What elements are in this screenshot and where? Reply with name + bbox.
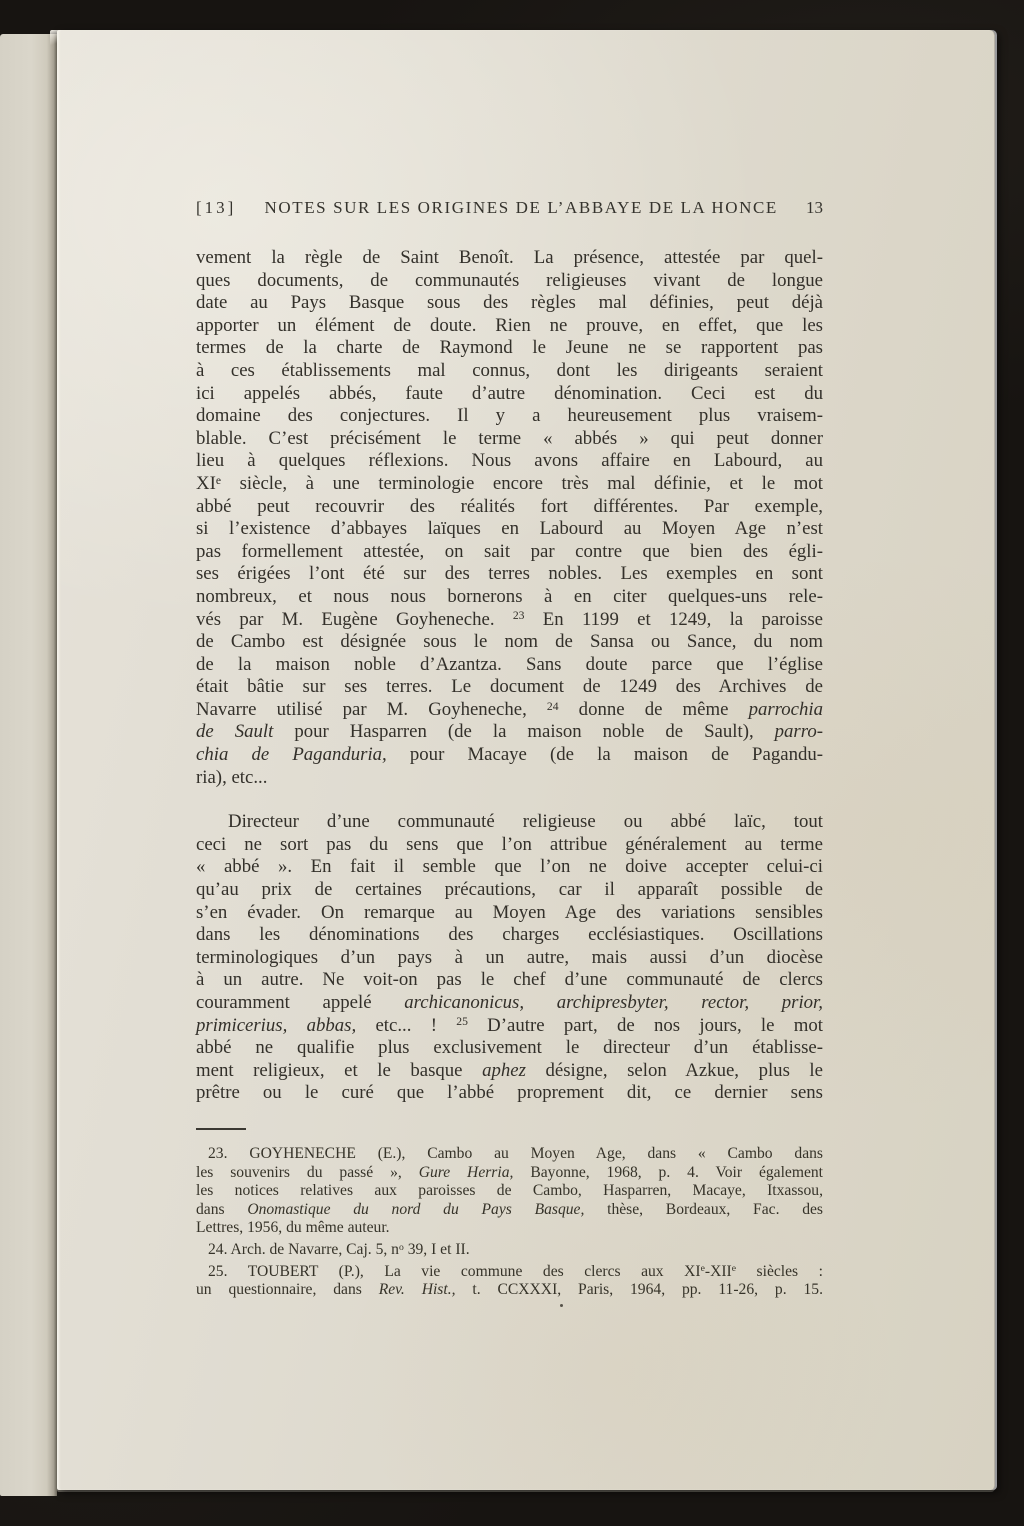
text-line: XIe siècle, à une terminologie encore très mal définie, et le mot: [196, 472, 823, 494]
text-line: Directeur d’une communauté religieuse ou abbé laïc, tout: [228, 811, 823, 833]
text-line: blable. C’est précisément le terme « abbés » qui peut donner: [196, 427, 823, 449]
footnote: [196, 1263, 823, 1300]
text-line: ici appelés abbés, faute d’autre dénomination. Ceci est du: [196, 382, 823, 404]
text-line: dans les dénominations des charges ecclésiastiques. Oscillations: [196, 924, 823, 946]
text-line: les souvenirs du passé », Gure Herria, Bayonne, 1968, p. 4. Voir également: [196, 1163, 824, 1181]
text-line: « abbé ». En fait il semble que l’on ne doive accepter celui-ci: [196, 856, 823, 878]
text-line: lieu à quelques réflexions. Nous avons affaire en Labourd, au: [196, 450, 823, 472]
text-line: vés par M. Eugène Goyheneche. $^{23}$ En 1199 et 1249, la paroisse: [196, 608, 823, 630]
text-line: nombreux, et nous nous bornerons à en citer quelques-uns rele-: [196, 585, 823, 607]
text-line: ques documents, de communautés religieuses vivant de longue: [196, 269, 823, 291]
text-line: date au Pays Basque sous des règles mal définies, peut déjà: [196, 292, 823, 314]
text-line: chia de Paganduria, pour Macaye (de la maison de Pagandu-: [196, 744, 823, 766]
text-line: Lettres, 1956, du même auteur.: [196, 1219, 390, 1237]
page-content: [196, 196, 823, 1300]
text-line: 24. Arch. de Navarre, Caj. 5, $n^o$ 39, I et II.: [208, 1240, 470, 1258]
text-line: un questionnaire, dans Rev. Hist., t. CCXXXI, Paris, 1964, pp. 11-26, p. 15.: [196, 1281, 823, 1299]
running-title: NOTES SUR LES ORIGINES DE L’ABBAYE DE LA HONCE: [264, 198, 778, 217]
paragraph: [196, 247, 823, 789]
text-line: ment religieux, et le basque aphez désigne, selon Azkue, plus le: [196, 1059, 823, 1081]
text-line: les notices relatives aux paroisses de Cambo, Hasparren, Macaye, Itxassou,: [196, 1182, 823, 1200]
text-line: à ces établissements mal connus, dont les dirigeants seraient: [196, 359, 823, 381]
text-line: si l’existence d’abbayes laïques en Labourd au Moyen Age n’est: [196, 518, 823, 540]
body-paragraphs: [196, 247, 823, 1105]
text-line: 25. TOUBERT (P.), La vie commune des clercs aux XIe-XIIe siècles :: [208, 1262, 823, 1280]
text-line: était bâtie sur ses terres. Le document de 1249 des Archives de: [196, 676, 823, 698]
page-number: 13: [806, 198, 823, 217]
ink-speck: [560, 1304, 563, 1307]
facing-page-edge: [0, 34, 57, 1496]
footnotes: [196, 1145, 823, 1300]
text-line: vement la règle de Saint Benoît. La présence, attestée par quel-: [196, 247, 823, 268]
text-line: Navarre utilisé par M. Goyheneche, $^{24}$ donne de même parrochia: [196, 698, 823, 720]
footnote-divider: [196, 1128, 246, 1130]
text-line: termes de la charte de Raymond le Jeune ne se rapportent pas: [196, 337, 823, 359]
text-line: domaine des conjectures. Il y a heureusement plus vraisem-: [196, 405, 823, 427]
text-line: prêtre ou le curé que l’abbé proprement dit, ce dernier sens: [196, 1082, 823, 1104]
text-line: qu’au prix de certaines précautions, car il apparaît possible de: [196, 879, 823, 901]
text-line: s’en évader. On remarque au Moyen Age des variations sensibles: [196, 901, 823, 923]
text-line: primicerius, abbas, etc... ! $^{25}$ D’autre part, de nos jours, le mot: [196, 1014, 823, 1036]
paragraph: [196, 811, 823, 1105]
footnote: [196, 1145, 823, 1238]
text-line: ses érigées l’ont été sur des terres nobles. Les exemples en sont: [196, 563, 823, 585]
footnote: [196, 1241, 823, 1260]
running-header: [196, 196, 823, 219]
folio-bracket: [13]: [196, 198, 237, 217]
text-line: dans Onomastique du nord du Pays Basque, thèse, Bordeaux, Fac. des: [196, 1200, 823, 1218]
text-line: pas formellement attestée, on sait par contre que bien des égli-: [196, 540, 823, 562]
text-line: de Sault pour Hasparren (de la maison noble de Sault), parro-: [196, 721, 823, 743]
text-line: abbé ne qualifie plus exclusivement le directeur d’un établisse-: [196, 1037, 823, 1059]
text-line: à un autre. Ne voit-on pas le chef d’une communauté de clercs: [196, 969, 823, 991]
text-line: ceci ne sort pas du sens que l’on attribue généralement au terme: [196, 833, 823, 855]
text-line: de la maison noble d’Azantza. Sans doute parce que l’église: [196, 653, 823, 675]
text-line: 23. GOYHENECHE (E.), Cambo au Moyen Age, dans « Cambo dans: [208, 1144, 823, 1162]
text-line: couramment appelé archicanonicus, archipresbyter, rector, prior,: [196, 992, 823, 1013]
text-line: terminologiques d’un pays à un autre, mais aussi d’un diocèse: [196, 946, 823, 968]
text-line: de Cambo est désignée sous le nom de Sansa ou Sance, du nom: [196, 631, 823, 653]
book-page: [57, 30, 995, 1490]
text-line: abbé peut recouvrir des réalités fort différentes. Par exemple,: [196, 495, 823, 517]
text-line: ria), etc...: [196, 766, 268, 788]
text-line: apporter un élément de doute. Rien ne prouve, en effet, que les: [196, 314, 823, 336]
